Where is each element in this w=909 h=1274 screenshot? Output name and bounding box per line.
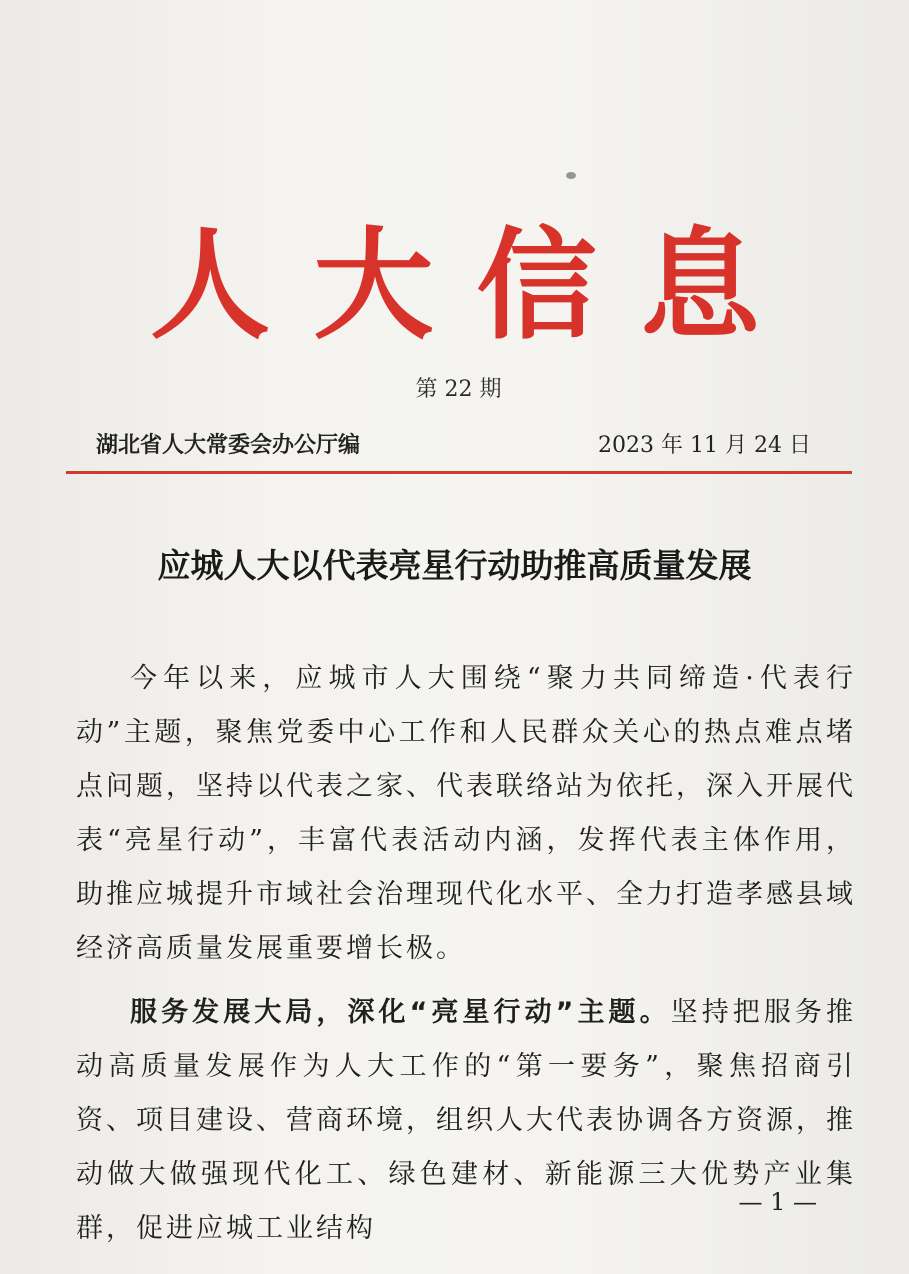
masthead-char: 息 bbox=[639, 217, 760, 356]
page-number bbox=[0, 1188, 909, 1216]
ink-smudge bbox=[566, 172, 576, 179]
article-title: 应城人大以代表亮星行动助推高质量发展 bbox=[157, 546, 752, 585]
masthead-title bbox=[150, 217, 760, 356]
paragraph: 今年以来，应城市人大围绕“聚力共同缔造·代表行动”主题，聚焦党委中心工作和人民群众关心的热点难点堵点问题，坚持以代表之家、代表联络站为依托，深入开展代表“亮星行动”，丰富代表活动内涵，发挥代表主体作用，助推应城提升市域社会治理现代化水平、全力打造孝感县域经济高质量发展重要增长极。 bbox=[76, 663, 856, 964]
masthead-char: 大 bbox=[313, 217, 434, 356]
page-number-text: — 1 — bbox=[738, 1188, 817, 1216]
header-rule bbox=[66, 471, 852, 474]
article-body bbox=[76, 652, 856, 1256]
masthead-char: 人 bbox=[150, 217, 270, 356]
paragraph-text: 坚持把服务推动高质量发展作为人大工作的“第一要务”，聚焦招商引资、项目建设、营商环境，组织人大代表协调各方资源，推动做大做强现代化工、绿色建材、新能源三大优势产业集群，促进应城工业结构 bbox=[76, 997, 856, 1244]
issue-number bbox=[0, 372, 909, 403]
editor-line: 湖北省人大常委会办公厅编 bbox=[96, 432, 361, 458]
masthead-char: 信 bbox=[476, 217, 597, 356]
paragraph-lead: 服务发展大局，深化“亮星行动”主题。 bbox=[130, 997, 671, 1028]
issue-number-text: 第 22 期 bbox=[415, 377, 502, 402]
publication-date: 2023 年 11 月 24 日 bbox=[598, 433, 811, 458]
